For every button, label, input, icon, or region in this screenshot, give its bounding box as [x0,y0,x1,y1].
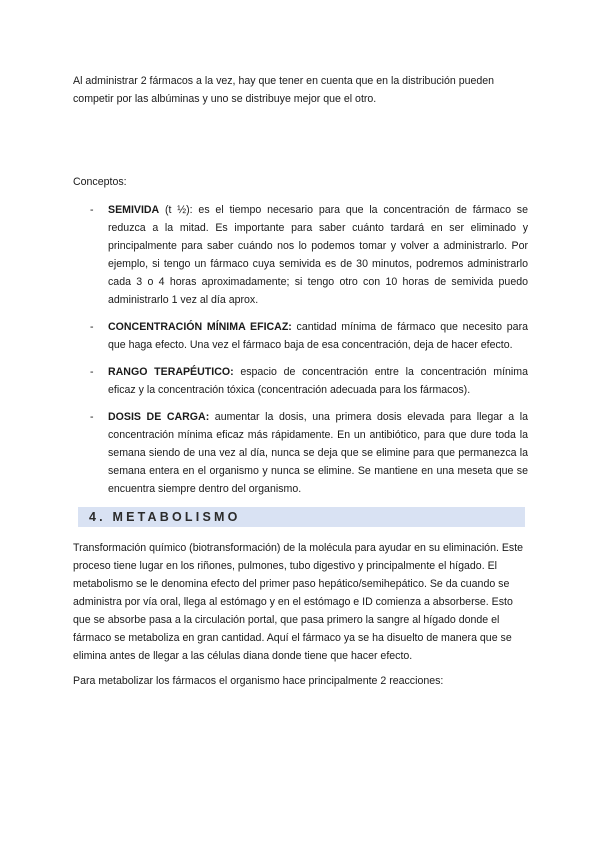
list-dash: - [90,411,94,423]
conceptos-label: Conceptos: [73,176,127,188]
concept-item-rango [73,363,528,399]
concept-item-dosis [73,408,528,498]
list-dash: - [90,321,94,333]
metabolismo-paragraph: Transformación químico (biotransformación) de la molécula para ayudar en su eliminación. Este proceso tiene lugar en los riñones, pulmones, tubo digestivo y principalmente el hígado. El metabolismo se le denomina efecto del primer paso hepático/semihepático. Se da cuando se administra por vía oral, llega al estómago y en el estómago e ID comienza a absorberse. Esto que se absorbe pasa a la circulación portal, que pasa primero la sangre al hígado donde el fármaco se metaboliza en gran cantidad. Aquí el fármaco ya se ha disuelto de manera que se elimina antes de llegar a las células diana donde tiene que hacer efecto. [73,542,524,662]
concept-text: es el tiempo necesario para que la concentración de fármaco se reduzca a la mitad. Es importante para saber cuánto tardará en ser eliminado y principalmente para saber cuándo nos lo podemos tomar y volver a administrarlo. Por ejemplo, si tengo un fármaco cuya semivida es de 30 minutos, podremos administrarlo cada 3 o 4 horas aproximadamente; si tengo otro con 10 horas de semivida puedo administrarlo 1 vez al día aprox. [108,204,528,306]
concept-list [73,201,528,507]
concept-term-suffix: (t ½): [159,204,193,216]
concept-term: CONCENTRACIÓN MÍNIMA EFICAZ: [108,321,292,333]
concept-term: SEMIVIDA [108,204,160,216]
concept-term: DOSIS DE CARGA: [108,411,210,423]
reactions-paragraph: Para metabolizar los fármacos el organismo hace principalmente 2 reacciones: [73,675,444,687]
section-heading: 4. METABOLISMO [89,510,241,524]
concept-text: aumentar la dosis, una primera dosis elevada para llegar a la concentración mínima eficaz más rápidamente. En un antibiótico, para que dure toda la semana siendo de una vez al día, nunca se deja que se elimine para que permanezca la semana entera en el organismo y nunca se elimine. Se mantiene en una meseta que se encuentra siempre dentro del organismo. [108,411,528,495]
concept-text: espacio de concentración entre la concentración mínima eficaz y la concentración tóxica (concentración adecuada para los fármacos). [108,366,529,396]
concept-item-semivida [73,201,528,309]
concept-text: cantidad mínima de fármaco que necesito para que haga efecto. Una vez el fármaco baja de esa concentración, deja de hacer efecto. [108,321,528,351]
list-dash: - [90,366,94,378]
intro-paragraph: Al administrar 2 fármacos a la vez, hay que tener en cuenta que en la distribución pueden competir por las albúminas y uno se distribuye mejor que el otro. [73,75,495,105]
concept-term: RANGO TERAPÉUTICO: [108,366,234,378]
list-dash: - [90,204,94,216]
concept-item-concentracion [73,318,528,354]
